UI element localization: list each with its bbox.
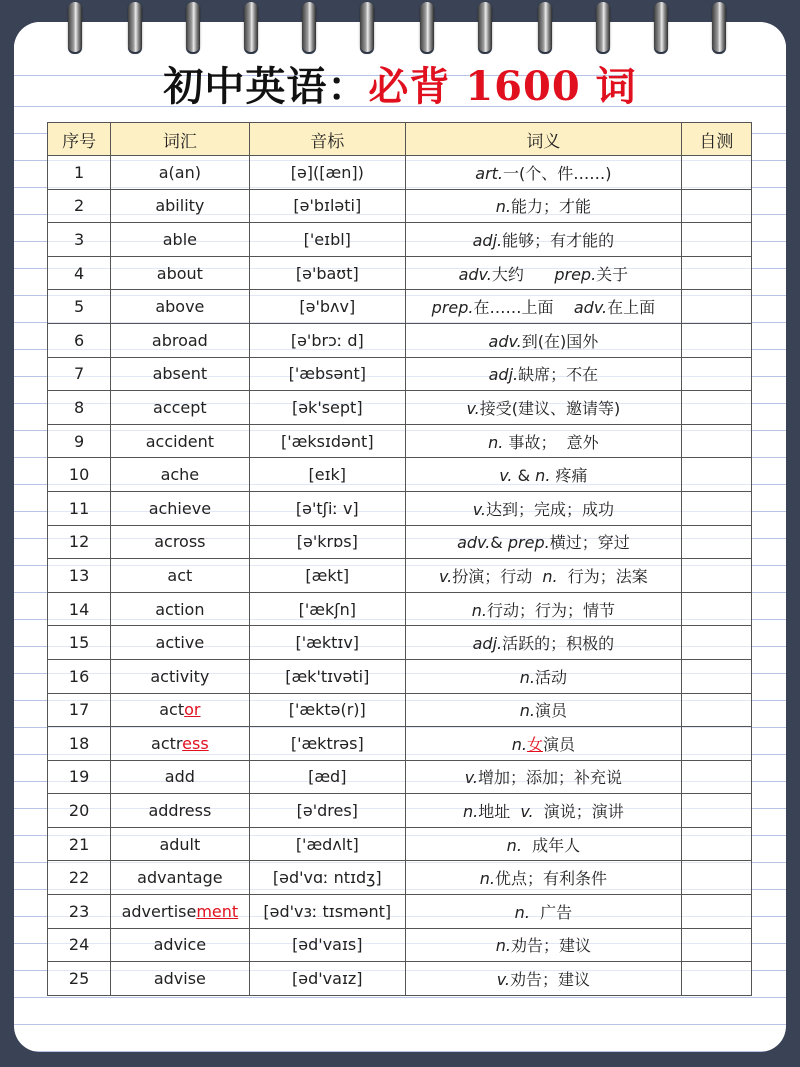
part-of-speech: n. [495, 197, 511, 217]
row-self-test-cell[interactable] [681, 693, 751, 727]
row-self-test-cell[interactable] [681, 357, 751, 391]
row-word: absent [111, 357, 249, 391]
part-of-speech: n. [471, 600, 487, 620]
row-phonetic: [ə'krɒs] [249, 525, 405, 559]
row-number: 19 [48, 760, 111, 794]
table-row [48, 290, 752, 324]
row-definition: v.达到；完成；成功 [406, 491, 682, 525]
row-definition: v.劝告；建议 [406, 962, 682, 996]
header-self-test: 自测 [681, 123, 751, 156]
row-definition: n.优点；有利条件 [406, 861, 682, 895]
binding-ring [712, 2, 726, 52]
part-of-speech: prep. [554, 264, 597, 284]
row-word: actress [111, 727, 249, 761]
row-phonetic: [ə'baʊt] [249, 256, 405, 290]
binding-ring [478, 2, 492, 52]
table-row [48, 592, 752, 626]
row-definition: n.演员 [406, 693, 682, 727]
row-self-test-cell[interactable] [681, 928, 751, 962]
row-phonetic: [ək'sept] [249, 391, 405, 425]
binding-ring [128, 2, 142, 52]
word-suffix-highlight: ess [182, 733, 209, 753]
row-number: 23 [48, 895, 111, 929]
table-row [48, 693, 752, 727]
row-phonetic: [əd'vɑː ntɪdʒ] [249, 861, 405, 895]
row-definition: adj.活跃的；积极的 [406, 626, 682, 660]
title-black-part: 初中英语： [163, 63, 369, 110]
row-word: about [111, 256, 249, 290]
row-word: a(an) [111, 156, 249, 190]
row-number: 14 [48, 592, 111, 626]
row-phonetic: ['æbsənt] [249, 357, 405, 391]
binding-ring [538, 2, 552, 52]
part-of-speech: prep. [507, 533, 550, 553]
row-phonetic: ['æksɪdənt] [249, 424, 405, 458]
row-number: 21 [48, 827, 111, 861]
row-self-test-cell[interactable] [681, 592, 751, 626]
table-row [48, 827, 752, 861]
table-row [48, 525, 752, 559]
part-of-speech: v. [472, 499, 486, 519]
row-self-test-cell[interactable] [681, 559, 751, 593]
row-word: advice [111, 928, 249, 962]
table-row [48, 760, 752, 794]
row-number: 20 [48, 794, 111, 828]
part-of-speech: adv. [488, 331, 522, 351]
row-definition: v. & n. 疼痛 [406, 458, 682, 492]
part-of-speech: adv. [457, 533, 491, 553]
row-word: accept [111, 391, 249, 425]
row-phonetic: [ə'bɪləti] [249, 189, 405, 223]
row-number: 22 [48, 861, 111, 895]
row-word: above [111, 290, 249, 324]
row-definition: n. 事故； 意外 [406, 424, 682, 458]
table-row [48, 794, 752, 828]
row-number: 5 [48, 290, 111, 324]
table-row [48, 928, 752, 962]
row-definition: v.扮演；行动 n. 行为；法案 [406, 559, 682, 593]
row-phonetic: [æd] [249, 760, 405, 794]
spiral-binding [0, 0, 800, 60]
row-word: ache [111, 458, 249, 492]
table-row [48, 659, 752, 693]
row-phonetic: [əd'vaɪz] [249, 962, 405, 996]
row-phonetic: [æk'tɪvəti] [249, 659, 405, 693]
row-number: 18 [48, 727, 111, 761]
row-definition: n.女演员 [406, 727, 682, 761]
part-of-speech: v. [466, 398, 480, 418]
part-of-speech: n. [495, 936, 511, 956]
part-of-speech: n. [542, 566, 558, 586]
part-of-speech: n. [506, 835, 522, 855]
row-self-test-cell[interactable] [681, 189, 751, 223]
row-definition: prep.在……上面 adv.在上面 [406, 290, 682, 324]
row-phonetic: ['æktə(r)] [249, 693, 405, 727]
part-of-speech: adv. [458, 264, 492, 284]
table-row [48, 391, 752, 425]
row-phonetic: ['ækʃn] [249, 592, 405, 626]
binding-ring [244, 2, 258, 52]
table-row [48, 895, 752, 929]
row-definition: v.接受(建议、邀请等) [406, 391, 682, 425]
row-number: 1 [48, 156, 111, 190]
row-definition: n. 广告 [406, 895, 682, 929]
binding-ring [186, 2, 200, 52]
table-body [48, 156, 752, 996]
part-of-speech: prep. [431, 298, 474, 318]
part-of-speech: n. [511, 734, 527, 754]
table-row [48, 424, 752, 458]
row-number: 7 [48, 357, 111, 391]
table-row [48, 256, 752, 290]
table-row [48, 727, 752, 761]
row-number: 13 [48, 559, 111, 593]
part-of-speech: n. [488, 432, 504, 452]
row-self-test-cell[interactable] [681, 156, 751, 190]
row-definition: adj.能够；有才能的 [406, 223, 682, 257]
row-number: 10 [48, 458, 111, 492]
row-word: add [111, 760, 249, 794]
vocabulary-table [47, 122, 752, 996]
word-suffix-highlight: ment [196, 901, 239, 921]
table-row [48, 962, 752, 996]
row-number: 3 [48, 223, 111, 257]
row-number: 4 [48, 256, 111, 290]
row-word: accident [111, 424, 249, 458]
row-word: achieve [111, 491, 249, 525]
part-of-speech: n. [535, 466, 551, 486]
row-self-test-cell[interactable] [681, 256, 751, 290]
binding-ring [420, 2, 434, 52]
row-definition: v.增加；添加；补充说 [406, 760, 682, 794]
page-title [0, 58, 800, 116]
row-phonetic: [ə'dres] [249, 794, 405, 828]
row-self-test-cell[interactable] [681, 290, 751, 324]
part-of-speech: adj. [488, 365, 519, 385]
table-row [48, 156, 752, 190]
row-self-test-cell[interactable] [681, 895, 751, 929]
row-number: 24 [48, 928, 111, 962]
part-of-speech: v. [496, 970, 510, 990]
row-self-test-cell[interactable] [681, 727, 751, 761]
binding-ring [654, 2, 668, 52]
row-number: 11 [48, 491, 111, 525]
row-word: adult [111, 827, 249, 861]
row-self-test-cell[interactable] [681, 458, 751, 492]
header-definition: 词义 [406, 123, 682, 156]
row-word: address [111, 794, 249, 828]
header-word: 词汇 [111, 123, 249, 156]
part-of-speech: adv. [573, 298, 608, 318]
row-word: advantage [111, 861, 249, 895]
row-self-test-cell[interactable] [681, 794, 751, 828]
row-number: 2 [48, 189, 111, 223]
table-row [48, 189, 752, 223]
row-self-test-cell[interactable] [681, 391, 751, 425]
table-row [48, 223, 752, 257]
row-self-test-cell[interactable] [681, 760, 751, 794]
part-of-speech: v. [520, 802, 534, 822]
row-self-test-cell[interactable] [681, 626, 751, 660]
row-number: 17 [48, 693, 111, 727]
row-word: actor [111, 693, 249, 727]
row-self-test-cell[interactable] [681, 323, 751, 357]
row-word: ability [111, 189, 249, 223]
row-number: 12 [48, 525, 111, 559]
row-number: 16 [48, 659, 111, 693]
part-of-speech: adj. [472, 634, 503, 654]
row-word: act [111, 559, 249, 593]
table-row [48, 626, 752, 660]
part-of-speech: n. [514, 902, 530, 922]
row-word: action [111, 592, 249, 626]
part-of-speech: n. [519, 667, 535, 687]
row-self-test-cell[interactable] [681, 962, 751, 996]
row-definition: adv.& prep.横过；穿过 [406, 525, 682, 559]
row-word: advertisement [111, 895, 249, 929]
row-definition: n.活动 [406, 659, 682, 693]
row-self-test-cell[interactable] [681, 525, 751, 559]
row-word: abroad [111, 323, 249, 357]
table-row [48, 559, 752, 593]
part-of-speech: adj. [472, 230, 503, 250]
row-phonetic: [ə'bʌv] [249, 290, 405, 324]
row-word: active [111, 626, 249, 660]
row-self-test-cell[interactable] [681, 659, 751, 693]
part-of-speech: v. [438, 566, 453, 586]
row-number: 9 [48, 424, 111, 458]
row-number: 8 [48, 391, 111, 425]
row-definition: n.劝告；建议 [406, 928, 682, 962]
row-self-test-cell[interactable] [681, 827, 751, 861]
row-phonetic: [əd'vɜː tɪsmənt] [249, 895, 405, 929]
row-definition: n.行动；行为；情节 [406, 592, 682, 626]
binding-ring [302, 2, 316, 52]
header-phonetic: 音标 [249, 123, 405, 156]
part-of-speech: v. [499, 466, 513, 486]
row-word: across [111, 525, 249, 559]
row-definition: adv.到(在)国外 [406, 323, 682, 357]
row-phonetic: [ə'brɔː d] [249, 323, 405, 357]
binding-ring [596, 2, 610, 52]
header-number: 序号 [48, 123, 111, 156]
part-of-speech: n. [462, 802, 479, 822]
row-definition: n.能力；才能 [406, 189, 682, 223]
table-row [48, 491, 752, 525]
row-definition: n. 成年人 [406, 827, 682, 861]
row-definition: art.一(个、件……) [406, 156, 682, 190]
row-definition: adj.缺席；不在 [406, 357, 682, 391]
row-phonetic: ['æktrəs] [249, 727, 405, 761]
row-phonetic: ['ædʌlt] [249, 827, 405, 861]
word-suffix-highlight: or [184, 700, 201, 720]
part-of-speech: v. [464, 768, 478, 788]
row-self-test-cell[interactable] [681, 491, 751, 525]
row-phonetic: ['æktɪv] [249, 626, 405, 660]
row-number: 15 [48, 626, 111, 660]
table-header-row [48, 123, 752, 156]
row-phonetic: [əd'vaɪs] [249, 928, 405, 962]
part-of-speech: n. [479, 869, 495, 889]
row-word: able [111, 223, 249, 257]
table-row [48, 323, 752, 357]
table-row [48, 458, 752, 492]
part-of-speech: n. [519, 701, 535, 721]
row-self-test-cell[interactable] [681, 861, 751, 895]
row-phonetic: [eɪk] [249, 458, 405, 492]
row-self-test-cell[interactable] [681, 424, 751, 458]
table-row [48, 861, 752, 895]
part-of-speech: art. [475, 163, 504, 183]
row-word: advise [111, 962, 249, 996]
row-phonetic: [ækt] [249, 559, 405, 593]
row-self-test-cell[interactable] [681, 223, 751, 257]
row-word: activity [111, 659, 249, 693]
row-definition: adv.大约 prep.关于 [406, 256, 682, 290]
title-red-part: 必背 1600 词 [368, 63, 637, 110]
row-phonetic: [ə'tʃiː v] [249, 491, 405, 525]
row-number: 6 [48, 323, 111, 357]
definition-highlight: 女 [526, 734, 543, 754]
binding-ring [68, 2, 82, 52]
row-definition: n.地址 v. 演说；演讲 [406, 794, 682, 828]
row-phonetic: ['eɪbl] [249, 223, 405, 257]
table-row [48, 357, 752, 391]
row-number: 25 [48, 962, 111, 996]
binding-ring [360, 2, 374, 52]
row-phonetic: [ə]([æn]) [249, 156, 405, 190]
